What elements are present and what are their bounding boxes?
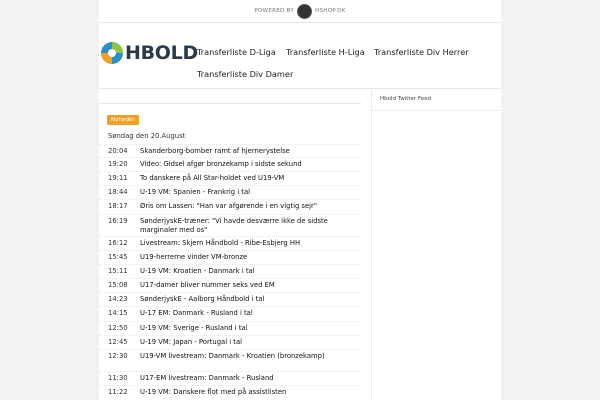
news-time: 20:04: [108, 147, 128, 155]
news-time: 12:30: [108, 352, 128, 360]
news-headline-link[interactable]: U17-damer bliver nummer seks ved EM: [140, 281, 275, 289]
sidebar-divider: [372, 110, 501, 111]
news-headline-link[interactable]: SønderjyskE-træner: "Vi havde desværre ikke de sidste marginaler med os": [140, 217, 328, 234]
row-separator: [99, 335, 361, 336]
row-separator: [99, 144, 361, 145]
news-badge: Nyheder: [107, 115, 139, 125]
news-time: 14:23: [108, 295, 128, 303]
row-separator: [99, 306, 361, 307]
row-separator: [99, 292, 361, 293]
nav-transferliste-h-liga[interactable]: Transferliste H-Liga: [286, 47, 365, 57]
news-time: 16:19: [108, 217, 128, 225]
news-time: 14:15: [108, 309, 128, 317]
news-time: 12:45: [108, 338, 128, 346]
row-separator: [99, 278, 361, 279]
page-container: [99, 0, 501, 400]
news-time: 18:17: [108, 202, 128, 210]
header-divider: [99, 88, 501, 89]
news-headline-link[interactable]: U19-herrerne vinder VM-bronze: [140, 253, 248, 261]
news-headline-link[interactable]: Skanderborg-bomber ramt af hjernerystelse: [140, 147, 290, 155]
news-headline-link[interactable]: U-19 VM: Sverige - Rusland i tal: [140, 324, 248, 332]
row-separator: [99, 371, 361, 372]
row-separator: [99, 321, 361, 322]
row-separator: [99, 250, 361, 251]
twitter-feed-title: Hbold Twitter Feed: [380, 96, 432, 102]
news-time: 12:50: [108, 324, 128, 332]
nav-transferliste-div-herrer[interactable]: Transferliste Div Herrer: [374, 47, 469, 57]
row-separator: [99, 199, 361, 200]
row-separator: [99, 349, 361, 350]
news-headline-link[interactable]: U-17 EM: Danmark - Rusland i tal: [140, 309, 253, 317]
nav-transferliste-d-liga[interactable]: Transferliste D-Liga: [197, 47, 276, 57]
row-separator: [99, 157, 361, 158]
site-logo[interactable]: [100, 41, 198, 65]
row-separator: [99, 185, 361, 186]
news-headline-link[interactable]: U19-VM livestream: Danmark - Kroatien (bronzekamp): [140, 352, 325, 360]
news-headline-link[interactable]: U-19 VM: Danskere flot med på assistlisten: [140, 388, 287, 396]
news-time: 11:22: [108, 388, 128, 396]
row-separator: [99, 171, 361, 172]
row-separator: [99, 236, 361, 237]
row-separator: [99, 385, 361, 386]
nav-transferliste-div-damer[interactable]: Transferliste Div Damer: [197, 69, 294, 79]
news-headline-link[interactable]: U17-EM livestream: Danmark - Rusland: [140, 374, 274, 382]
row-separator: [99, 214, 361, 215]
news-time: 16:12: [108, 239, 128, 247]
hshop-name[interactable]: HSHOP.DK: [315, 8, 346, 14]
powered-by-bar: [99, 0, 501, 23]
twitter-sidebar: [371, 90, 501, 400]
news-headline-link[interactable]: U-19 VM: Kroatien - Danmark i tal: [140, 267, 255, 275]
news-time: 15:45: [108, 253, 128, 261]
news-headline-link[interactable]: To danskere på All Star-holdet ved U19-VM: [140, 174, 285, 182]
news-date: Søndag den 20.August: [108, 132, 186, 140]
logo-text: HBOLD: [125, 42, 198, 64]
news-headline-link[interactable]: U-19 VM: Spanien - Frankrig i tal: [140, 188, 250, 196]
news-time: 19:11: [108, 174, 128, 182]
news-time: 15:08: [108, 281, 128, 289]
news-headline-link[interactable]: U-19 VM: Japan - Portugal i tal: [140, 338, 243, 346]
powered-by-label: POWERED BY: [254, 8, 295, 14]
news-headline-link[interactable]: SønderjyskE - Aalborg Håndbold i tal: [140, 295, 265, 303]
news-time: 11:30: [108, 374, 128, 382]
row-separator: [99, 264, 361, 265]
news-time: 19:20: [108, 160, 128, 168]
news-headline-link[interactable]: Livestream: Skjern Håndbold - Ribe-Esbjerg HH: [140, 239, 301, 247]
news-panel: [99, 103, 361, 400]
news-time: 15:11: [108, 267, 128, 275]
news-headline-link[interactable]: Øris om Lassen: "Han var afgørende i en vigtig sejr": [140, 202, 317, 210]
handball-logo-icon: [100, 41, 124, 65]
news-time: 18:44: [108, 188, 128, 196]
news-headline-link[interactable]: Video: Gidsel afgør bronzekamp i sidste sekund: [140, 160, 302, 168]
hshop-logo-icon[interactable]: [297, 4, 312, 19]
